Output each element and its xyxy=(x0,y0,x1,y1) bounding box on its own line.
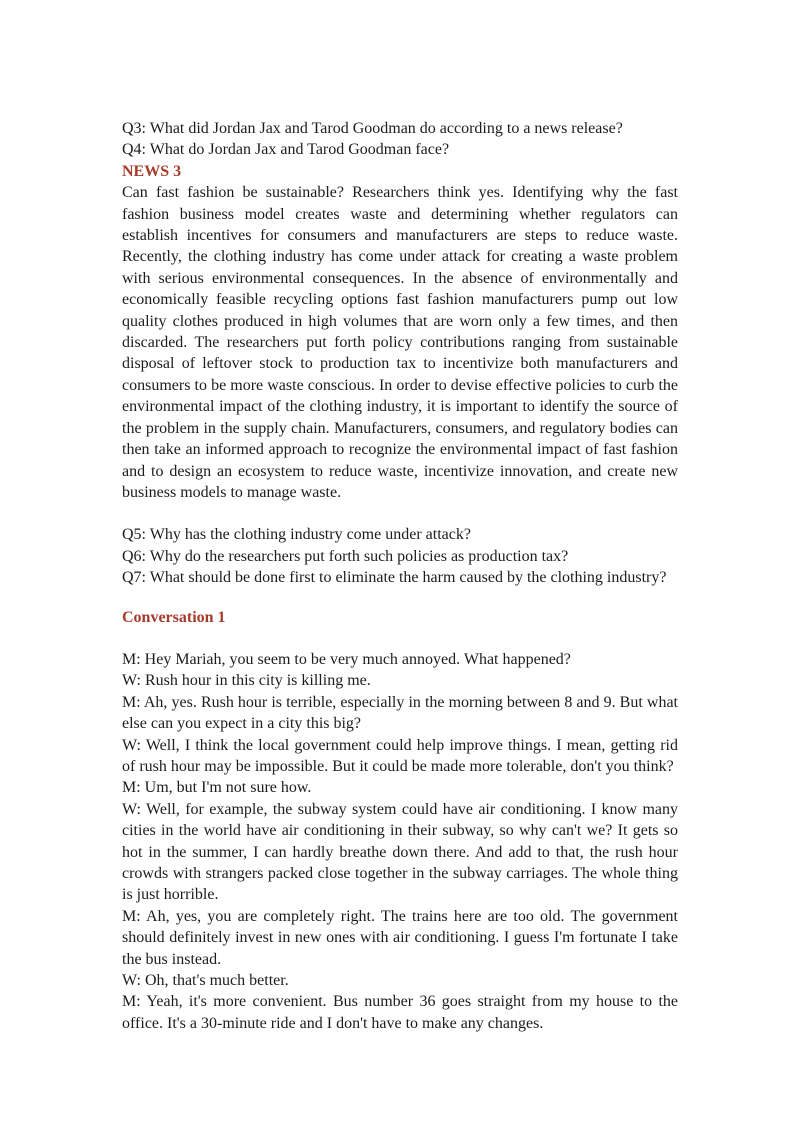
dialogue-line: M: Um, but I'm not sure how. xyxy=(122,779,312,797)
question-q7: Q7: What should be done first to eliminate the harm caused by the clothing industry? xyxy=(122,569,667,587)
dialogue-line: M: Ah, yes. Rush hour is terrible, especially in the morning between 8 and 9. But what else can you expect in a city this big? xyxy=(122,693,678,733)
dialogue-line: M: Ah, yes, you are completely right. The trains here are too old. The government should definitely invest in new ones with air conditioning. I guess I'm fortunate I take the bus instead. xyxy=(122,907,678,968)
question-q5: Q5: Why has the clothing industry come under attack? xyxy=(122,526,471,544)
question-q6: Q6: Why do the researchers put forth such policies as production tax? xyxy=(122,547,569,565)
dialogue-line: M: Yeah, it's more convenient. Bus number 36 goes straight from my house to the office. It's a 30-minute ride and I don't have to make any changes. xyxy=(122,993,678,1032)
question-q4: Q4: What do Jordan Jax and Tarod Goodman face? xyxy=(122,141,450,159)
dialogue-line: W: Well, for example, the subway system could have air conditioning. I know many cities in the world have air conditioning in their subway, so why can't we? It gets so hot in the summer, I can hardly breathe down there. And add to that, the rush hour crowds with strangers packed close together in the subway carriages. The whole thing is just horrible. xyxy=(122,800,678,904)
dialogue-line: W: Rush hour in this city is killing me. xyxy=(122,672,371,690)
news3-heading: NEWS 3 xyxy=(122,162,182,180)
question-q3: Q3: What did Jordan Jax and Tarod Goodman do according to a news release? xyxy=(122,120,623,137)
dialogue-line: M: Hey Mariah, you seem to be very much annoyed. What happened? xyxy=(122,650,571,668)
dialogue-line: W: Oh, that's much better. xyxy=(122,972,289,990)
news3-paragraph: Can fast fashion be sustainable? Researchers think yes. Identifying why the fast fashion business model creates waste and determining whether regulators can establish incentives for consumers and manufacturers are steps to reduce waste. Recently, the clothing industry has come under attack for creating a waste problem with serious environmental consequences. In the absence of environmentally and economically feasible recycling options fast fashion manufacturers pump out low quality clothes produced in high volumes that are worn only a few times, and then discarded. The researchers put forth policy contributions ranging from sustainable disposal of leftover stock to production tax to incentivize both manufacturers and consumers to be more waste conscious. In order to devise effective policies to curb the environmental impact of the clothing industry, it is important to identify the source of the problem in the supply chain. Manufacturers, consumers, and regulatory bodies can then take an informed approach to recognize the environmental impact of fast fashion and to design an ecosystem to reduce waste, incentivize innovation, and create new business models to manage waste. xyxy=(122,184,678,501)
dialogue-line: W: Well, I think the local government could help improve things. I mean, getting rid of rush hour may be impossible. But it could be made more tolerable, don't you think? xyxy=(122,736,678,775)
conversation1-heading: Conversation 1 xyxy=(122,608,226,626)
